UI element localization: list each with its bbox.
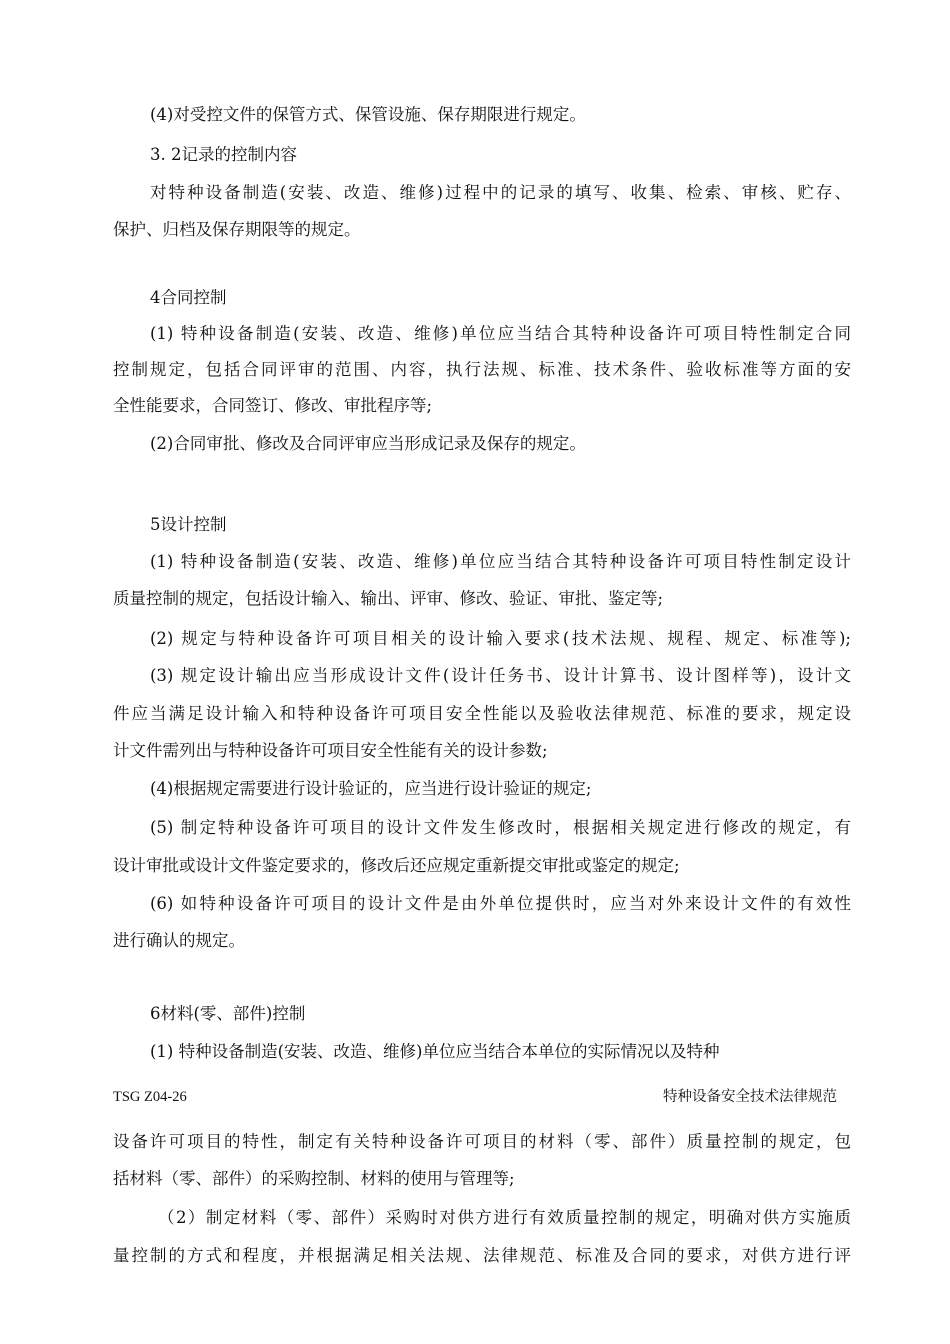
list-item: (1) 特种设备制造(安装、改造、维修)单位应当结合其特种设备许可项目特性制定合同 [150, 324, 851, 343]
section-heading: 5设计控制 [150, 515, 227, 534]
list-item-cont: 控制规定，包括合同评审的范围、内容，执行法规、标准、技术条件、验收标准等方面的安 [113, 360, 851, 379]
list-item-cont: 设计审批或设计文件鉴定要求的，修改后还应规定重新提交审批或鉴定的规定; [113, 856, 680, 875]
list-item: (4)根据规定需要进行设计验证的，应当进行设计验证的规定; [150, 779, 592, 798]
list-item-cont: 进行确认的规定。 [113, 931, 245, 950]
paragraph-line: 括材料（零、部件）的采购控制、材料的使用与管理等; [113, 1169, 515, 1188]
section-heading: 4合同控制 [150, 288, 227, 307]
list-item: (2)合同审批、修改及合同评审应当形成记录及保存的规定。 [150, 434, 586, 453]
list-item: (1) 特种设备制造(安装、改造、维修)单位应当结合其特种设备许可项目特性制定设计 [150, 552, 851, 571]
list-item-cont: 件应当满足设计输入和特种设备许可项目安全性能以及验收法律规范、标准的要求，规定设 [113, 704, 851, 723]
section-heading: 6材料(零、部件)控制 [150, 1004, 306, 1023]
paragraph-line: 保护、归档及保存期限等的规定。 [113, 220, 361, 239]
list-item-cont: 质量控制的规定，包括设计输入、输出、评审、修改、验证、审批、鉴定等; [113, 589, 664, 608]
list-item: (2) 规定与特种设备许可项目相关的设计输入要求(技术法规、规程、规定、标准等); [150, 629, 851, 648]
document-code: TSG Z04-26 [113, 1089, 187, 1105]
list-item: (1) 特种设备制造(安装、改造、维修)单位应当结合本单位的实际情况以及特种 [150, 1042, 720, 1061]
list-item: (5) 制定特种设备许可项目的设计文件发生修改时，根据相关规定进行修改的规定，有 [150, 818, 851, 837]
paragraph-line: 对特种设备制造(安装、改造、维修)过程中的记录的填写、收集、检索、审核、贮存、 [150, 183, 851, 202]
page-footer [113, 1086, 837, 1108]
list-item: （2）制定材料（零、部件）采购时对供方进行有效质量控制的规定，明确对供方实施质 [158, 1208, 851, 1227]
list-item: (6) 如特种设备许可项目的设计文件是由外单位提供时，应当对外来设计文件的有效性 [150, 894, 851, 913]
paragraph-line: 设备许可项目的特性，制定有关特种设备许可项目的材料（零、部件）质量控制的规定，包 [113, 1132, 851, 1151]
list-item-cont: 量控制的方式和程度，并根据满足相关法规、法律规范、标准及合同的要求，对供方进行评 [113, 1246, 851, 1265]
list-item: (4)对受控文件的保管方式、保管设施、保存期限进行规定。 [150, 105, 586, 124]
list-item-cont: 全性能要求，合同签订、修改、审批程序等; [113, 396, 433, 415]
list-item-cont: 计文件需列出与特种设备许可项目安全性能有关的设计参数; [113, 741, 548, 760]
document-title: 特种设备安全技术法律规范 [663, 1089, 837, 1105]
section-heading: 3. 2记录的控制内容 [150, 145, 297, 164]
list-item: (3) 规定设计输出应当形成设计文件(设计任务书、设计计算书、设计图样等)，设计文 [150, 666, 851, 685]
